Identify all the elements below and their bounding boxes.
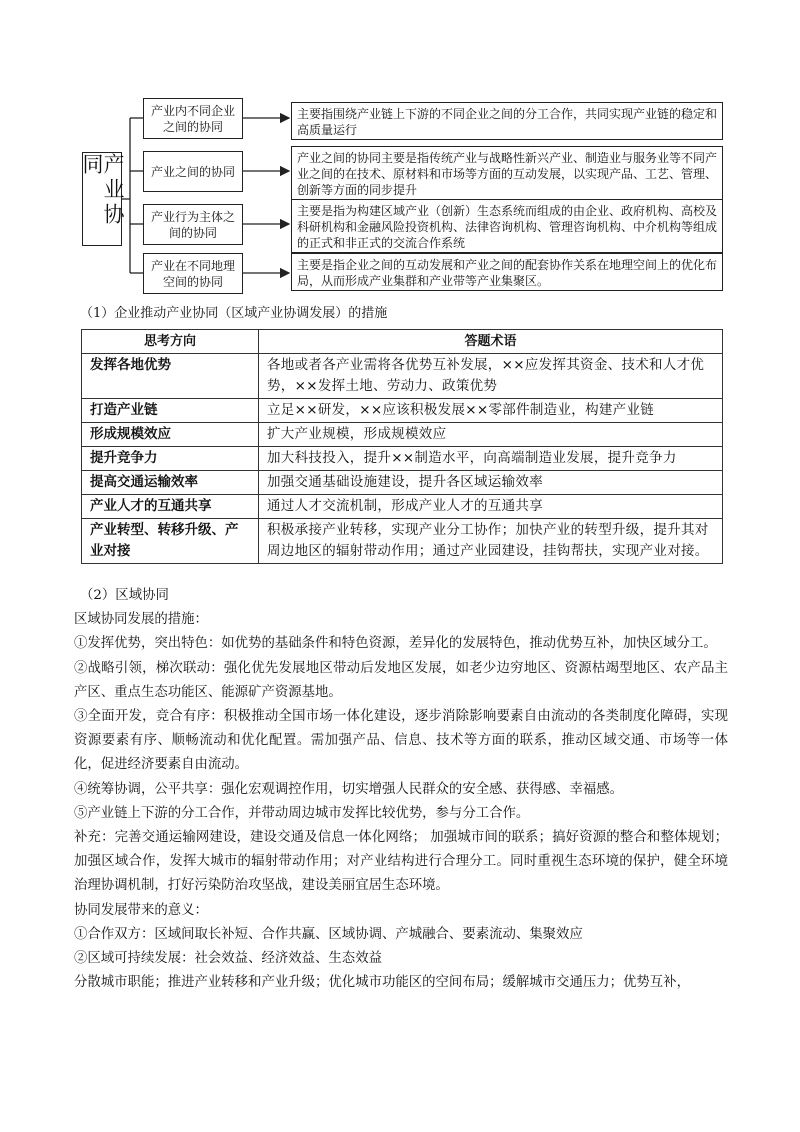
category-box-1 xyxy=(143,98,243,139)
description-box-2 xyxy=(291,146,723,200)
category-label: 产业行为主体之间的协同 xyxy=(150,209,235,240)
category-label: 产业内不同企业之间的协同 xyxy=(150,103,235,134)
direction-cell: 发挥各地优势 xyxy=(82,354,259,399)
direction-cell: 提升竞争力 xyxy=(82,447,259,471)
section2-title: （2）区域协同 xyxy=(80,588,169,603)
direction-cell: 打造产业链 xyxy=(82,399,259,423)
significance-intro: 协同发展带来的意义： xyxy=(74,902,208,918)
direction-cell: 提高交通运输效率 xyxy=(82,471,259,495)
table-header-row xyxy=(82,330,723,354)
answer-cell: 加大科技投入，提升××制造水平，向高端制造业发展，提升竞争力 xyxy=(259,447,723,471)
measure-item: ⑤产业链上下游的分工合作，并带动周边城市发挥比较优势，参与分工合作。 xyxy=(74,805,530,821)
category-box-3 xyxy=(143,204,243,245)
column-header: 答题术语 xyxy=(259,330,723,354)
category-box-4 xyxy=(143,253,243,294)
description-text: 主要指围绕产业链上下游的不同企业之间的分工合作，共同实现产业链的稳定和高质量运行 xyxy=(297,107,718,137)
category-label: 产业之间的协同 xyxy=(150,164,235,179)
table-row xyxy=(82,519,723,564)
column-header: 思考方向 xyxy=(82,330,259,354)
direction-cell: 形成规模效应 xyxy=(82,423,259,447)
measure-item: ①发挥优势，突出特色：如优势的基础条件和特色资源，差异化的发展特色，推动优势互补，加快区域分工。 xyxy=(74,636,717,652)
answer-cell: 立足××研发，××应该积极发展××零部件制造业，构建产业链 xyxy=(259,399,723,423)
answer-cell: 积极承接产业转移，实现产业分工协作；加快产业的转型升级，提升其对周边地区的辐射带动作用；通过产业园建设，挂钩帮扶，实现产业对接。 xyxy=(259,519,723,564)
table-row xyxy=(82,447,723,471)
description-text: 主要是指为构建区域产业（创新）生态系统而组成的由企业、政府机构、高校及科研机构和金融风险投资机构、法律咨询机构、管理咨询机构、中介机构等组成的正式和非正式的交流合作系统 xyxy=(297,204,718,250)
answer-cell: 加强交通基础设施建设，提升各区域运输效率 xyxy=(259,471,723,495)
table-row xyxy=(82,495,723,519)
answer-cell: 各地或者各产业需将各优势互补发展，××应发挥其资金、技术和人才优势，××发挥土地、劳动力、政策优势 xyxy=(259,354,723,399)
direction-cell: 产业人才的互通共享 xyxy=(82,495,259,519)
significance-item: ②区域可持续发展：社会效益、经济效益、生态效益 xyxy=(74,951,382,967)
measures-intro: 区域协同发展的措施： xyxy=(74,612,208,628)
description-text: 产业之间的协同主要是指传统产业与战略性新兴产业、制造业与服务业等不同产业之间的在技术、原材料和市场等方面的互动发展，以实现产品、工艺、管理、创新等方面的同步提升 xyxy=(297,151,718,197)
significance-item: ①合作双方：区域间取长补短、合作共赢、区域协调、产城融合、要素流动、集聚效应 xyxy=(74,926,583,942)
answer-cell: 扩大产业规模，形成规模效应 xyxy=(259,423,723,447)
measure-item: ②战略引领，梯次联动：强化优先发展地区带动后发地区发展，如老少边穷地区、资源枯竭型地区、农产品主产区、重点生态功能区、能源矿产资源基地。 xyxy=(74,660,728,700)
measure-item: ④统筹协调，公平共享：强化宏观调控作用，切实增强人民群众的安全感、获得感、幸福感。 xyxy=(74,781,624,797)
description-box-1 xyxy=(291,102,723,140)
category-box-2 xyxy=(143,151,243,192)
section2-body xyxy=(74,584,728,995)
root-label: 产业协同 xyxy=(80,153,125,228)
root-box xyxy=(80,152,125,246)
section1-title: （1）企业推动产业协同（区域产业协调发展）的措施 xyxy=(80,306,388,321)
last-line: 分散城市职能；推进产业转移和产业升级；优化城市功能区的空间布局；缓解城市交通压力；优势互补， xyxy=(74,975,690,991)
category-label: 产业在不同地理空间的协同 xyxy=(150,258,235,289)
measure-item: ③全面开发，竞合有序：积极推动全国市场一体化建设，逐步消除影响要素自由流动的各类制度化障碍，实现资源要素有序、顺畅流动和优化配置。需加强产品、信息、技术等方面的联系，推动区域交通、市场等一体化，促进经济要素自由流动。 xyxy=(74,709,728,773)
table-row xyxy=(82,354,723,399)
description-box-4 xyxy=(291,253,723,291)
table-row xyxy=(82,471,723,495)
direction-cell: 产业转型、转移升级、产业对接 xyxy=(82,519,259,564)
industry-synergy-diagram xyxy=(0,0,800,300)
measures-table xyxy=(81,329,723,564)
answer-cell: 通过人才交流机制，形成产业人才的互通共享 xyxy=(259,495,723,519)
table-row xyxy=(82,423,723,447)
description-box-3 xyxy=(291,199,723,253)
description-text: 主要是指企业之间的互动发展和产业之间的配套协作关系在地理空间上的优化布局，从而形成产业集群和产业带等产业集聚区。 xyxy=(297,258,718,288)
table-row xyxy=(82,399,723,423)
supplement-paragraph: 补充：完善交通运输网建设，建设交通及信息一体化网络； 加强城市间的联系；搞好资源的整合和整体规划；加强区域合作，发挥大城市的辐射带动作用；对产业结构进行合理分工。同时重视生态环境的保护，健全环境治理协调机制，打好污染防治攻坚战，建设美丽宜居生态环境。 xyxy=(74,830,728,894)
